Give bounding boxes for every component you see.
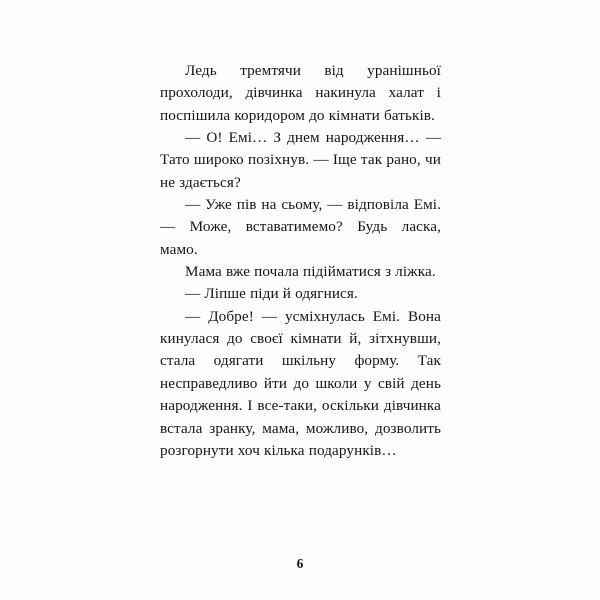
paragraph-3: — Уже пів на сьому, — відповіла Емі. — Може, вставатимемо? Будь ласка, мамо. (160, 196, 441, 258)
paragraph-5: — Ліпше піди й одягнися. (185, 285, 358, 303)
page-number: 6 (296, 556, 304, 571)
paragraph-1: Ледь тремтячи від уранішньої прохолоди, дівчинка накинула халат і поспішила коридором до кімнати батьків. (160, 62, 441, 124)
paragraph-6: — Добре! — усміхнулась Емі. Вона кинулася до своєї кімнати й, зітхнувши, стала одягати шкільну форму. Так несправедливо йти до школи у свій день народження. І все-таки, оскільки дівчинка встала зранку, мама, можливо, дозволить розгорнути хоч кілька подарунків… (160, 307, 441, 459)
paragraph-2: — О! Емі… З днем народження… — Тато широко позіхнув. — Іще так рано, чи не здається? (160, 129, 441, 191)
paragraph-4: Мама вже почала підійматися з ліжка. (185, 263, 436, 281)
page-text-block (160, 60, 441, 462)
